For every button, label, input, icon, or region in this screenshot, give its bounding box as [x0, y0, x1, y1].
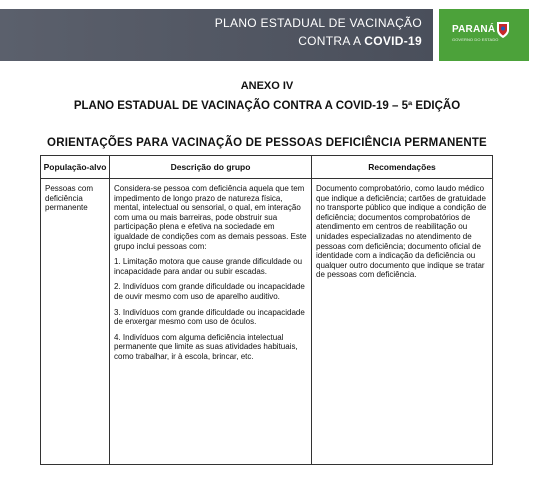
table-header-row [41, 156, 493, 179]
brand-block [439, 9, 529, 61]
header-banner [0, 0, 534, 66]
description-item: 1. Limitação motora que cause grande dificuldade ou incapacidade para andar ou subir escadas. [114, 257, 303, 276]
brand-subtitle: GOVERNO DO ESTADO [452, 37, 499, 42]
banner-title-bold: COVID-19 [364, 34, 422, 48]
header-population: População-alvo [41, 156, 110, 179]
brand-name: PARANÁ [452, 24, 496, 35]
banner-title-prefix: CONTRA A [298, 34, 365, 48]
description-cell [110, 179, 312, 465]
header-description: Descrição do grupo [110, 156, 312, 179]
population-cell: Pessoas com deficiência permanente [41, 179, 110, 465]
guidelines-table [40, 155, 493, 465]
recommendations-cell: Documento comprobatório, como laudo médico que indique a deficiência; cartões de gratuidade no transporte público que indique a condição de deficiência; documentos comprobatórios de atendimento em centros de reabilitação ou unidades especializadas no atendimento de pessoas com deficiência; documento oficial de identidade com a indicação da deficiência ou qualquer outro documento que indique se tratar de pessoas com deficiência. [312, 179, 493, 465]
plan-title: PLANO ESTADUAL DE VACINAÇÃO CONTRA A COVID-19 – 5ª EDIÇÃO [73, 100, 461, 112]
description-item: 4. Indivíduos com alguma deficiência intelectual permanente que limite as suas atividades habituais, como trabalhar, ir à escola, brincar, etc. [114, 332, 298, 361]
annex-heading: ANEXO IV [240, 80, 294, 92]
parana-crest-icon [495, 20, 511, 40]
description-item: 3. Indivíduos com grande dificuldade ou incapacidade de enxergar mesmo com uso de óculos. [114, 307, 305, 327]
section-title: ORIENTAÇÕES PARA VACINAÇÃO DE PESSOAS DEFICIÊNCIA PERMANENTE [47, 137, 487, 149]
header-recommendations: Recomendações [312, 156, 493, 179]
banner-title-line2 [298, 34, 422, 48]
description-item: 2. Indivíduos com grande dificuldade ou incapacidade de ouvir mesmo com uso de aparelho auditivo. [114, 282, 305, 301]
description-intro: Considera-se pessoa com deficiência aquela que tem impedimento de longo prazo de natureza física, mental, intelectual ou sensorial, o qual, em interação com uma ou mais barreiras, pode obstruir sua participação plena e efetiva na sociedade em igualdade de condições com as demais pessoas. Este grupo inclui pessoas com: [114, 184, 307, 251]
table-row [41, 179, 493, 465]
banner-title-line1: PLANO ESTADUAL DE VACINAÇÃO [214, 16, 422, 30]
